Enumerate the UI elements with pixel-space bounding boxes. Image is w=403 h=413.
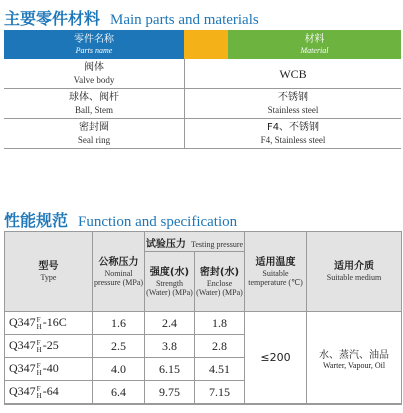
testing-header-en: Testing pressure (191, 240, 244, 249)
nominal-header-cn: 公称压力 (98, 256, 139, 268)
spec-table (4, 231, 402, 405)
medium-header-cn: 适用介质 (334, 261, 374, 272)
spec-row (5, 312, 402, 335)
material-cn: 不锈钢 (278, 91, 308, 103)
spec-title-en: Function and specification (78, 214, 238, 230)
material-header (228, 30, 401, 59)
parts-title-en: Main parts and materials (110, 12, 259, 28)
spec-header-row (5, 232, 402, 252)
material-cell (185, 89, 401, 118)
part-name-cn: 密封圈 (79, 121, 109, 133)
material-cn: F4、不锈钢 (266, 121, 320, 133)
model-suffix: -16C (42, 315, 67, 330)
model-suffix: -40 (42, 361, 59, 376)
model-cell (5, 358, 93, 381)
part-name-en: Ball, Stem (75, 104, 113, 115)
testing-pressure-header (145, 232, 245, 252)
strength-cell: 6.15 (145, 358, 195, 381)
part-name-cn: 球体、阀杆 (69, 91, 119, 103)
enclose-header (195, 252, 245, 312)
material-value: WCB (279, 66, 307, 81)
enclose-cell: 1.8 (195, 312, 245, 335)
enclose-cell: 7.15 (195, 381, 245, 405)
model-header (5, 232, 93, 312)
strength-cell: 9.75 (145, 381, 195, 405)
material-cell (185, 119, 401, 148)
material-en: Stainless steel (267, 104, 319, 115)
nominal-header-en: Nominal pressure (MPa) (93, 268, 144, 287)
model-sub-bottom: H (36, 391, 42, 400)
model-subscript (37, 317, 42, 331)
material-cell (185, 59, 401, 88)
parts-name-header (4, 30, 184, 59)
parts-title-cn: 主要零件材料 (4, 9, 101, 28)
parts-table-header (4, 30, 401, 59)
medium-en: Warter, Vapour, Oil (322, 360, 386, 370)
model-header-cn: 型号 (38, 261, 59, 272)
part-name-en: Valve body (73, 74, 115, 85)
part-name-cell (4, 89, 184, 118)
temp-header-cn: 适用温度 (255, 256, 296, 268)
spec-title-cn: 性能规范 (4, 211, 69, 230)
model-subscript (37, 340, 42, 354)
medium-cell (307, 312, 402, 405)
model-sub-top: F (36, 384, 41, 393)
model-sub-bottom: H (36, 322, 42, 331)
strength-header (145, 252, 195, 312)
model-sub-bottom: H (36, 368, 42, 377)
model-sub-top: F (36, 361, 41, 370)
parts-name-header-en: Parts name (75, 45, 113, 55)
model-subscript (37, 363, 42, 377)
medium-cn: 水、蒸汽、油品 (319, 349, 389, 361)
header-yellow-band (184, 30, 228, 59)
nominal-cell: 2.5 (93, 335, 145, 358)
temperature-header (245, 232, 307, 312)
model-prefix: Q347 (9, 338, 36, 353)
model-suffix: -64 (42, 384, 59, 399)
model-cell (5, 381, 93, 405)
model-subscript (37, 386, 42, 400)
parts-row (4, 119, 401, 149)
parts-row (4, 89, 401, 119)
model-prefix: Q347 (9, 315, 36, 330)
enclose-header-cn: 密封(水) (199, 266, 240, 278)
medium-header (307, 232, 402, 312)
enclose-cell: 4.51 (195, 358, 245, 381)
nominal-cell: 4.0 (93, 358, 145, 381)
material-header-en: Material (300, 45, 329, 55)
nominal-pressure-header (93, 232, 145, 312)
spec-section-title (4, 208, 237, 228)
part-name-en: Seal ring (77, 134, 111, 145)
material-en: F4, Stainless steel (260, 134, 326, 145)
model-cell (5, 335, 93, 358)
testing-header-cn: 试验压力 (145, 239, 186, 250)
temp-header-en: Suitable temperature (℃) (248, 268, 303, 287)
nominal-cell: 1.6 (93, 312, 145, 335)
model-prefix: Q347 (9, 384, 36, 399)
strength-header-en: Strength (Water) (MPa) (146, 278, 193, 297)
model-sub-bottom: H (36, 345, 42, 354)
strength-cell: 2.4 (145, 312, 195, 335)
model-sub-top: F (36, 315, 41, 324)
part-name-cell (4, 59, 184, 88)
part-name-cell (4, 119, 184, 148)
model-sub-top: F (36, 338, 41, 347)
parts-row (4, 59, 401, 89)
parts-section-title (4, 6, 259, 26)
nominal-cell: 6.4 (93, 381, 145, 405)
strength-cell: 3.8 (145, 335, 195, 358)
model-suffix: -25 (42, 338, 59, 353)
model-cell (5, 312, 93, 335)
temperature-cell (245, 312, 307, 405)
medium-header-en: Suitable medium (326, 273, 382, 282)
parts-table (4, 30, 401, 149)
model-prefix: Q347 (9, 361, 36, 376)
enclose-header-en: Enclose (Water) (MPa) (196, 278, 243, 297)
part-name-cn: 阀体 (84, 61, 104, 73)
material-header-cn: 材料 (304, 33, 325, 45)
parts-name-header-cn: 零件名称 (74, 33, 114, 45)
temperature-value: ≤200 (260, 351, 291, 364)
model-header-en: Type (40, 273, 57, 282)
enclose-cell: 2.8 (195, 335, 245, 358)
strength-header-cn: 强度(水) (149, 266, 190, 278)
